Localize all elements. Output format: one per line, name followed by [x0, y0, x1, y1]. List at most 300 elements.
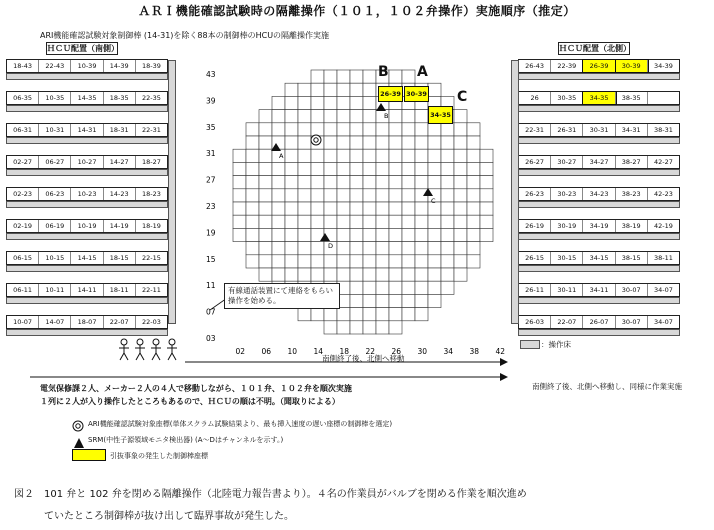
- core-cell: [337, 162, 350, 175]
- core-cell: [311, 215, 324, 228]
- left-floor-bar: [168, 60, 176, 324]
- subtitle: ARI機能確認試験対象制御棒 (14-31)を除く88本の制御棒のHCUの隔離操作実施: [40, 31, 330, 40]
- core-cell: [285, 83, 298, 96]
- core-cell: [363, 136, 376, 149]
- left-hcu-cell: 22-43: [39, 60, 71, 72]
- core-cell: [259, 215, 272, 228]
- left-hcu-cell: 06-15: [7, 252, 39, 264]
- core-cell: [272, 268, 285, 281]
- core-cell: [389, 294, 402, 307]
- core-cell: [376, 321, 389, 334]
- core-cell: [454, 136, 467, 149]
- core-cell: [402, 136, 415, 149]
- core-cell: [259, 268, 272, 281]
- core-cell: [324, 136, 337, 149]
- core-cell: [389, 123, 402, 136]
- core-cell: [298, 268, 311, 281]
- core-cell: [376, 294, 389, 307]
- right-hcu-cell: 26-31: [551, 124, 583, 136]
- core-cell: [311, 123, 324, 136]
- right-hcu-cell: 34-23: [583, 188, 615, 200]
- floor-legend-swatch: [520, 340, 540, 349]
- core-cell: [454, 242, 467, 255]
- core-cell: [298, 242, 311, 255]
- right-hcu-row: [518, 91, 680, 105]
- core-cell: [415, 176, 428, 189]
- right-hcu-row: [518, 187, 680, 201]
- left-hcu-cell: 14-35: [71, 92, 103, 104]
- core-cell: [337, 123, 350, 136]
- core-cell: [259, 162, 272, 175]
- core-cell: [441, 228, 454, 241]
- core-cell: [246, 255, 259, 268]
- core-cell: [402, 70, 415, 83]
- core-cell: [363, 96, 376, 109]
- left-floor-strip: [6, 201, 168, 208]
- x-tick-label: 18: [339, 347, 350, 356]
- right-hcu-cell: 38-35: [616, 92, 648, 104]
- x-tick-label: 30: [417, 347, 428, 356]
- core-cell: [415, 162, 428, 175]
- core-cell: [467, 202, 480, 215]
- left-hcu-cell: 10-11: [39, 284, 71, 296]
- core-cell: [363, 189, 376, 202]
- core-cell: [363, 215, 376, 228]
- core-cell: [376, 202, 389, 215]
- core-cell: [402, 202, 415, 215]
- right-hcu-cell: 30-27: [551, 156, 583, 168]
- right-floor-strip: [518, 233, 680, 240]
- right-hcu-cell: 26-03: [519, 316, 551, 328]
- core-cell: [415, 308, 428, 321]
- right-hcu-cell: 30-15: [551, 252, 583, 264]
- srm-icon: [74, 433, 84, 443]
- core-cell: [311, 83, 324, 96]
- y-tick-label: 11: [206, 281, 216, 291]
- core-cell: [363, 268, 376, 281]
- core-cell: [363, 176, 376, 189]
- left-hcu-row: [6, 283, 168, 297]
- right-hcu-cell: 42-19: [653, 222, 673, 230]
- core-cell: [428, 294, 441, 307]
- core-cell: [454, 176, 467, 189]
- core-cell: [337, 189, 350, 202]
- core-cell: [350, 228, 363, 241]
- core-cell: [298, 228, 311, 241]
- right-hcu-cell: 34-19: [583, 220, 615, 232]
- core-cell: [285, 202, 298, 215]
- core-cell: [350, 268, 363, 281]
- core-cell: [363, 242, 376, 255]
- core-cell: [402, 255, 415, 268]
- core-cell: [285, 123, 298, 136]
- right-floor-strip: [518, 201, 680, 208]
- left-hcu-cell: 06-11: [7, 284, 39, 296]
- core-cell: [441, 162, 454, 175]
- core-cell: [246, 162, 259, 175]
- core-cell: [324, 123, 337, 136]
- right-hcu-cell: 34-39: [653, 62, 673, 70]
- core-cell: [324, 268, 337, 281]
- core-cell: [272, 202, 285, 215]
- core-cell: [389, 228, 402, 241]
- left-hcu-bank: [6, 42, 168, 347]
- core-cell: [467, 162, 480, 175]
- core-cell: [324, 96, 337, 109]
- core-cell: [285, 162, 298, 175]
- core-cell: [376, 242, 389, 255]
- core-cell: [350, 255, 363, 268]
- core-cell: [233, 215, 246, 228]
- core-cell: [376, 136, 389, 149]
- core-cell: [376, 281, 389, 294]
- y-tick-label: 27: [206, 175, 216, 185]
- core-cell: [389, 149, 402, 162]
- core-cell: [259, 228, 272, 241]
- core-cell: [337, 96, 350, 109]
- core-cell: [428, 268, 441, 281]
- core-cell: [389, 308, 402, 321]
- core-cell: [311, 110, 324, 123]
- core-cell: [441, 268, 454, 281]
- core-cell: [285, 255, 298, 268]
- right-hcu-cell: 34-31: [616, 124, 648, 136]
- core-cell: [376, 149, 389, 162]
- core-cell: [467, 215, 480, 228]
- right-hcu-cell: [648, 92, 679, 104]
- core-cell: [233, 176, 246, 189]
- right-hcu-cell: 26-19: [519, 220, 551, 232]
- core-cell: [389, 281, 402, 294]
- left-hcu-cell: 22-03: [141, 318, 161, 326]
- core-cell: [467, 228, 480, 241]
- y-tick-label: 23: [206, 202, 216, 211]
- core-cell: [376, 255, 389, 268]
- left-hcu-cell: 18-43: [7, 60, 39, 72]
- core-cell: [441, 202, 454, 215]
- left-hcu-cell: 06-31: [7, 124, 39, 136]
- core-cell: [298, 308, 311, 321]
- core-cell: [480, 176, 493, 189]
- core-cell: [402, 308, 415, 321]
- core-cell: [389, 215, 402, 228]
- core-cell: [324, 202, 337, 215]
- core-cell: [415, 242, 428, 255]
- core-cell: [350, 202, 363, 215]
- core-cell: [376, 308, 389, 321]
- left-hcu-cell: 18-39: [141, 62, 161, 70]
- core-cell: [467, 123, 480, 136]
- core-cell: [298, 136, 311, 149]
- core-cell: [415, 110, 428, 123]
- core-cell: [428, 281, 441, 294]
- core-cell: [441, 281, 454, 294]
- right-hcu-cell: 38-11: [653, 254, 673, 262]
- y-tick-label: 07: [206, 307, 216, 317]
- core-cell: [350, 321, 363, 334]
- right-hcu-cell: 34-11: [583, 284, 615, 296]
- core-cell: [298, 202, 311, 215]
- right-floor-strip: [518, 329, 680, 336]
- core-cell: [454, 123, 467, 136]
- core-cell: [311, 268, 324, 281]
- core-cell: [454, 162, 467, 175]
- left-hcu-cell: 02-19: [7, 220, 39, 232]
- left-floor-strip: [6, 297, 168, 304]
- core-cell: [480, 228, 493, 241]
- core-cell: [285, 228, 298, 241]
- core-cell: [259, 136, 272, 149]
- core-cell: [363, 294, 376, 307]
- core-map: [198, 60, 508, 360]
- core-cell: [480, 149, 493, 162]
- core-cell: [337, 110, 350, 123]
- right-hcu-cell: 22-39: [551, 60, 583, 72]
- right-hcu-cell: 30-39: [616, 60, 648, 72]
- right-hcu-cell: 34-35: [583, 92, 615, 104]
- core-cell: [454, 228, 467, 241]
- core-cell: [233, 149, 246, 162]
- right-hcu-cell: 30-07: [616, 284, 648, 296]
- core-cell: [311, 149, 324, 162]
- right-hcu-label: ＨＣＵ配置（北側）: [559, 44, 631, 53]
- right-hcu-cell: 38-31: [653, 126, 673, 134]
- core-cell: [350, 149, 363, 162]
- left-hcu-row: [6, 315, 168, 329]
- core-cell: [337, 255, 350, 268]
- core-cell: [233, 189, 246, 202]
- left-hcu-cell: 18-19: [141, 222, 161, 230]
- core-cell: [389, 110, 402, 123]
- core-cell: [246, 176, 259, 189]
- left-hcu-cell: 06-19: [39, 220, 71, 232]
- left-hcu-cell: 18-23: [141, 190, 161, 198]
- core-cell: [285, 189, 298, 202]
- right-hcu-cell: 30-07: [616, 316, 648, 328]
- core-cell: [363, 255, 376, 268]
- core-cell: [441, 149, 454, 162]
- left-hcu-cell: 18-27: [141, 158, 161, 166]
- right-hcu-cell: 30-23: [551, 188, 583, 200]
- core-cell: [259, 176, 272, 189]
- core-highlight-26-39: 26-39: [378, 86, 403, 102]
- core-cell: [441, 136, 454, 149]
- right-hcu-cell: 26-07: [583, 316, 615, 328]
- left-hcu-cell: 14-11: [71, 284, 103, 296]
- core-cell: [415, 294, 428, 307]
- left-hcu-cell: 10-39: [71, 60, 103, 72]
- left-hcu-cell: 18-35: [104, 92, 136, 104]
- core-cell: [363, 202, 376, 215]
- right-floor-bar: [511, 60, 519, 324]
- right-hcu-row: [518, 59, 680, 73]
- core-cell: [285, 268, 298, 281]
- core-cell: [428, 83, 441, 96]
- right-hcu-cell: 26: [519, 92, 551, 104]
- note-line-1: 電気保修課２人、メーカー２人の４人で移動しながら、１０１弁、１０２弁を順次実施: [40, 384, 352, 393]
- left-hcu-cell: 10-19: [71, 220, 103, 232]
- core-cell: [441, 123, 454, 136]
- left-hcu-cell: 06-27: [39, 156, 71, 168]
- core-cell: [337, 308, 350, 321]
- core-cell: [454, 189, 467, 202]
- core-cell: [454, 268, 467, 281]
- core-cell: [337, 215, 350, 228]
- core-cell: [428, 255, 441, 268]
- left-hcu-cell: 06-23: [39, 188, 71, 200]
- right-hcu-cell: 30-31: [583, 124, 615, 136]
- right-floor-strip: [518, 137, 680, 144]
- core-cell: [376, 228, 389, 241]
- core-cell: [363, 70, 376, 83]
- callout-box: 有線通話装置にて連絡をもらい操作を始める。: [224, 283, 340, 309]
- core-cell: [246, 189, 259, 202]
- core-cell: [363, 123, 376, 136]
- left-hcu-cell: 06-35: [7, 92, 39, 104]
- core-cell: [285, 242, 298, 255]
- left-hcu-cell: 10-07: [7, 316, 39, 328]
- x-tick-label: 42: [495, 347, 506, 356]
- left-floor-strip: [6, 137, 168, 144]
- y-tick-label: 35: [206, 122, 216, 132]
- core-cell: [337, 70, 350, 83]
- x-tick-label: 38: [469, 347, 480, 356]
- right-hcu-cell: 26-15: [519, 252, 551, 264]
- core-cell: [363, 149, 376, 162]
- workers-icon: [118, 338, 188, 362]
- right-floor-strip: [518, 265, 680, 272]
- right-hcu-cell: 38-27: [616, 156, 648, 168]
- core-cell: [337, 202, 350, 215]
- core-cell: [285, 149, 298, 162]
- core-cell: [298, 123, 311, 136]
- right-floor-strip: [518, 297, 680, 304]
- left-hcu-cell: 14-07: [39, 316, 71, 328]
- core-cell: [246, 242, 259, 255]
- core-cell: [246, 136, 259, 149]
- left-hcu-cell: 10-31: [39, 124, 71, 136]
- legend-ari: ARI機能確認試験対象座標(単体スクラム試験結果より、最も挿入速度の遅い座標の制御棒を選定): [88, 420, 393, 428]
- right-hcu-row: [518, 283, 680, 297]
- core-cell: [298, 215, 311, 228]
- right-hcu-row: [518, 251, 680, 265]
- core-cell: [441, 215, 454, 228]
- core-cell: [246, 215, 259, 228]
- core-cell: [428, 162, 441, 175]
- core-cell: [402, 176, 415, 189]
- ari-target-marker: [311, 135, 321, 145]
- core-cell: [272, 110, 285, 123]
- left-hcu-cell: 14-15: [71, 252, 103, 264]
- core-cell: [272, 242, 285, 255]
- core-cell: [389, 189, 402, 202]
- left-hcu-row: [6, 187, 168, 201]
- y-tick-label: 31: [206, 149, 216, 159]
- core-cell: [350, 281, 363, 294]
- core-cell: [259, 123, 272, 136]
- left-hcu-row: [6, 155, 168, 169]
- core-cell: [285, 136, 298, 149]
- core-cell: [467, 242, 480, 255]
- core-cell: [428, 228, 441, 241]
- left-hcu-cell: 22-35: [141, 94, 161, 102]
- right-hcu-cell: 22-07: [551, 316, 583, 328]
- core-cell: [285, 176, 298, 189]
- core-cell: [480, 215, 493, 228]
- core-cell: [428, 242, 441, 255]
- left-hcu-row: [6, 91, 168, 105]
- core-cell: [441, 255, 454, 268]
- left-hcu-cell: 10-23: [71, 188, 103, 200]
- core-cell: [363, 321, 376, 334]
- right-hcu-cell: 26-23: [519, 188, 551, 200]
- core-cell: [480, 162, 493, 175]
- left-floor-strip: [6, 265, 168, 272]
- north-done-label: 南側終了後、北側へ移動し、同様に作業実施: [532, 382, 682, 391]
- legend-withdrawal: 引抜事象の発生した制御棒座標: [110, 452, 208, 460]
- highlight-legend-swatch: [72, 449, 106, 461]
- core-cell: [272, 255, 285, 268]
- core-cell: [376, 215, 389, 228]
- y-tick-label: 19: [206, 228, 216, 238]
- core-cell: [350, 242, 363, 255]
- core-cell: [337, 136, 350, 149]
- core-cell: [259, 242, 272, 255]
- core-cell: [415, 215, 428, 228]
- core-cell: [337, 149, 350, 162]
- srm-label: C: [431, 197, 436, 205]
- core-cell: [363, 308, 376, 321]
- core-cell: [272, 228, 285, 241]
- core-cell: [350, 70, 363, 83]
- core-cell: [363, 281, 376, 294]
- core-cell: [272, 189, 285, 202]
- core-cell: [298, 110, 311, 123]
- core-cell: [324, 215, 337, 228]
- y-tick-label: 03: [206, 334, 216, 343]
- core-cell: [415, 255, 428, 268]
- right-hcu-row: [518, 155, 680, 169]
- y-tick-label: 43: [206, 70, 216, 79]
- right-hcu-cell: 30-11: [551, 284, 583, 296]
- core-cell: [350, 96, 363, 109]
- core-cell: [311, 202, 324, 215]
- core-cell: [376, 176, 389, 189]
- core-cell: [467, 136, 480, 149]
- left-hcu-cell: 10-15: [39, 252, 71, 264]
- left-hcu-row: [6, 59, 168, 73]
- core-highlight-30-39: 30-39: [404, 86, 429, 102]
- core-cell: [402, 215, 415, 228]
- core-cell: [337, 321, 350, 334]
- core-cell: [337, 242, 350, 255]
- core-cell: [402, 149, 415, 162]
- core-cell: [389, 321, 402, 334]
- core-cell: [363, 110, 376, 123]
- core-cell: [324, 162, 337, 175]
- core-cell: [454, 215, 467, 228]
- left-floor-strip: [6, 105, 168, 112]
- left-hcu-row: [6, 219, 168, 233]
- left-floor-strip: [6, 233, 168, 240]
- right-hcu-cell: 30-19: [551, 220, 583, 232]
- core-cell: [298, 189, 311, 202]
- right-hcu-cell: 42-23: [653, 190, 673, 198]
- core-cell: [454, 149, 467, 162]
- core-cell: [389, 268, 402, 281]
- core-cell: [311, 162, 324, 175]
- core-cell: [350, 123, 363, 136]
